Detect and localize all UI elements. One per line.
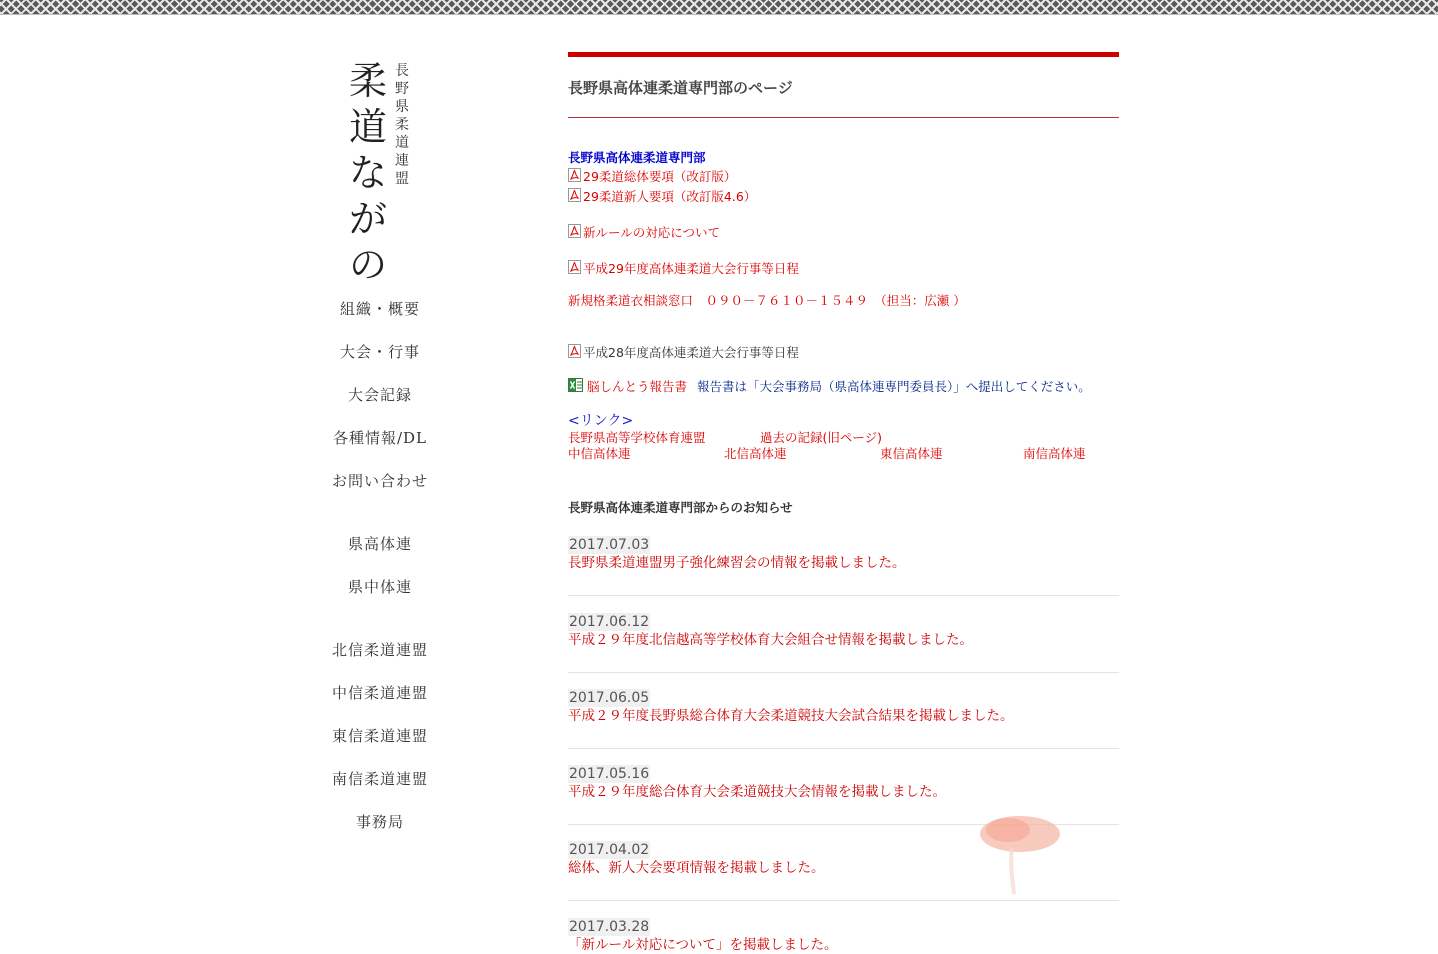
pdf-icon bbox=[568, 188, 581, 202]
pdf-icon bbox=[568, 168, 581, 182]
link-toshin-hs[interactable]: 東信高体連 bbox=[880, 446, 943, 461]
news-divider bbox=[568, 672, 1119, 673]
nav-item-nanshin[interactable]: 南信柔道連盟 bbox=[331, 770, 428, 788]
news-text[interactable]: 平成２９年度総合体育大会柔道競技大会情報を掲載しました。 bbox=[568, 784, 946, 800]
pdf-icon bbox=[568, 224, 581, 238]
doc-link-shinjin[interactable] bbox=[568, 187, 756, 205]
nav-item-toshin[interactable]: 東信柔道連盟 bbox=[331, 727, 428, 745]
report-note: 報告書は「大会事務局（県高体連専門委員長）」へ提出してください。 bbox=[697, 379, 1091, 394]
doc-link-label: 29柔道総体要項（改訂版） bbox=[583, 169, 737, 184]
news-date: 2017.03.28 bbox=[569, 919, 650, 935]
link-chushin-hs[interactable]: 中信高体連 bbox=[568, 446, 631, 461]
links-heading: <リンク> bbox=[568, 413, 634, 429]
nav-item-events[interactable]: 大会・行事 bbox=[339, 343, 420, 361]
news-item bbox=[568, 763, 1119, 801]
link-past-records[interactable]: 過去の記録(旧ページ) bbox=[760, 430, 883, 445]
nav-item-prefectural-junior-high[interactable]: 県中体連 bbox=[347, 578, 412, 596]
top-pattern-bar bbox=[0, 0, 1438, 15]
news-item bbox=[568, 534, 1119, 572]
pdf-icon bbox=[568, 260, 581, 274]
news-date: 2017.07.03 bbox=[569, 537, 650, 553]
news-item bbox=[568, 611, 1119, 649]
excel-icon bbox=[568, 378, 583, 392]
news-text[interactable]: 長野県柔道連盟男子強化練習会の情報を掲載しました。 bbox=[568, 555, 906, 571]
doc-link-label: 平成29年度高体連柔道大会行事等日程 bbox=[583, 261, 799, 276]
doc-link-schedule-h29[interactable] bbox=[568, 259, 799, 277]
nav-item-chushin[interactable]: 中信柔道連盟 bbox=[331, 684, 428, 702]
news-date: 2017.06.12 bbox=[569, 614, 650, 630]
news-text[interactable]: 平成２９年度北信越高等学校体育大会組合せ情報を掲載しました。 bbox=[568, 632, 973, 648]
title-divider bbox=[568, 117, 1119, 118]
doc-link-label: 平成28年度高体連柔道大会行事等日程 bbox=[583, 345, 799, 360]
link-nanshin-hs[interactable]: 南信高体連 bbox=[1023, 446, 1086, 461]
concussion-report-row bbox=[568, 377, 1091, 395]
nav-item-hokushin[interactable]: 北信柔道連盟 bbox=[331, 641, 428, 659]
news-text[interactable]: 総体、新人大会要項情報を掲載しました。 bbox=[568, 860, 825, 876]
news-date: 2017.05.16 bbox=[569, 766, 650, 782]
news-text[interactable]: 平成２９年度長野県総合体育大会柔道競技大会試合結果を掲載しました。 bbox=[568, 708, 1014, 724]
doc-link-new-rules[interactable] bbox=[568, 223, 720, 241]
nav-item-info-download[interactable]: 各種情報/DL bbox=[332, 429, 428, 447]
page-title: 長野県高体連柔道専門部のページ bbox=[568, 79, 793, 97]
news-divider bbox=[568, 748, 1119, 749]
link-nagano-high-school-sports-federation[interactable]: 長野県高等学校体育連盟 bbox=[568, 430, 706, 445]
site-logo[interactable] bbox=[346, 58, 416, 287]
header-red-rule bbox=[568, 52, 1119, 57]
news-date: 2017.06.05 bbox=[569, 690, 650, 706]
doc-link-schedule-h28[interactable] bbox=[568, 343, 799, 361]
logo-sub-text: 長野県柔道連盟 bbox=[395, 63, 409, 187]
doc-link-label: 新ルールの対応について bbox=[583, 225, 721, 240]
contact-info: 新規格柔道衣相談窓口 ０９０－７６１０－１５４９ （担当：広瀬 ） bbox=[568, 293, 966, 308]
news-item bbox=[568, 687, 1119, 725]
nav-item-contact[interactable]: お問い合わせ bbox=[331, 472, 428, 490]
news-divider bbox=[568, 595, 1119, 596]
doc-link-soutai[interactable] bbox=[568, 167, 736, 185]
nav-item-prefectural-high-school[interactable]: 県高体連 bbox=[347, 535, 412, 553]
doc-link-label: 29柔道新人要項（改訂版4.6） bbox=[583, 189, 757, 204]
news-date: 2017.04.02 bbox=[569, 842, 650, 858]
cherry-blossom-decoration bbox=[978, 812, 1068, 902]
news-heading: 長野県高体連柔道専門部からのお知らせ bbox=[568, 500, 793, 515]
news-item bbox=[568, 916, 1119, 954]
news-text[interactable]: 「新ルール対応について」を掲載しました。 bbox=[568, 937, 838, 953]
logo-main-text: 柔道ながの bbox=[348, 59, 387, 287]
nav-item-organization[interactable]: 組織・概要 bbox=[339, 300, 420, 318]
link-hokushin-hs[interactable]: 北信高体連 bbox=[724, 446, 787, 461]
concussion-report-link[interactable]: 脳しんとう報告書 bbox=[587, 379, 688, 394]
nav-item-secretariat[interactable]: 事務局 bbox=[355, 813, 404, 831]
pdf-icon bbox=[568, 344, 581, 358]
section-label: 長野県高体連柔道専門部 bbox=[568, 150, 706, 165]
nav-item-records[interactable]: 大会記録 bbox=[347, 386, 412, 404]
